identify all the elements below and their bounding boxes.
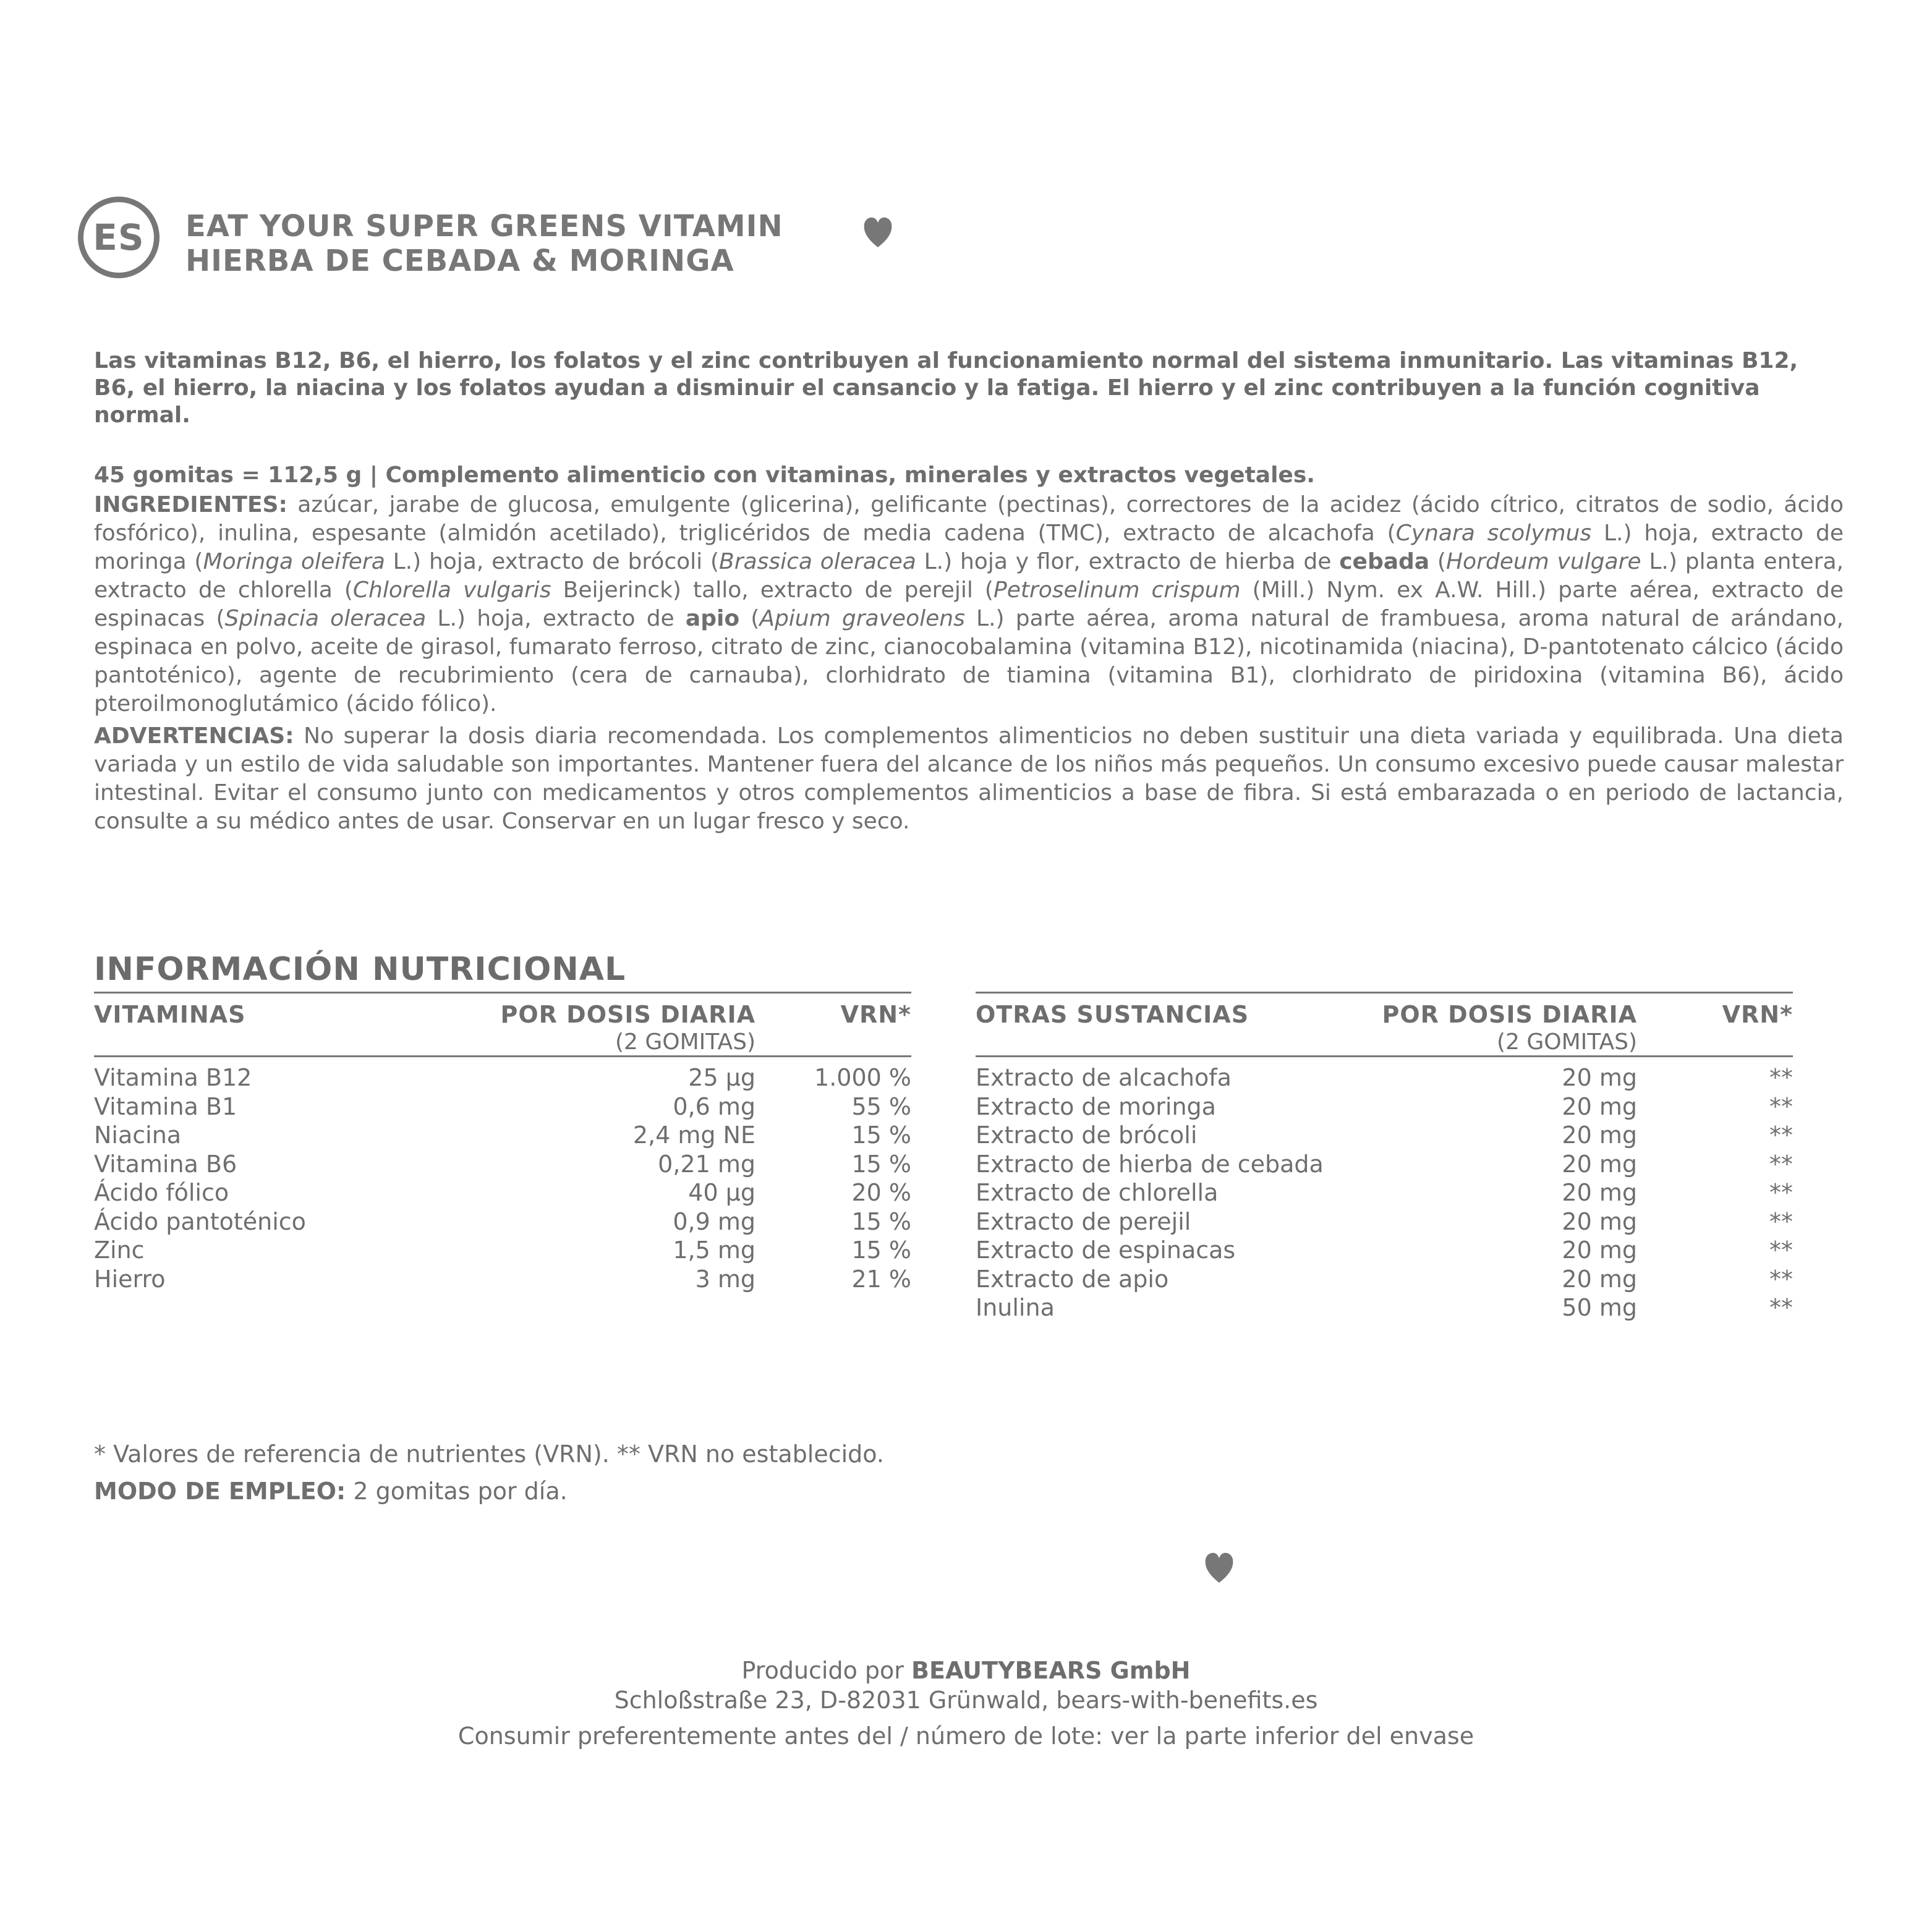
substance-dose: 20 mg [1562, 1092, 1637, 1120]
substance-dose: 20 mg [1562, 1236, 1637, 1264]
vitamin-dose: 0,21 mg [658, 1150, 755, 1178]
vitamin-name: Ácido pantoténico [94, 1207, 306, 1235]
nutrition-title: INFORMACIÓN NUTRICIONAL [94, 951, 626, 988]
botanical-name: Apium graveolens [759, 606, 965, 631]
other-col-name: OTRAS SUSTANCIAS [976, 1001, 1249, 1028]
substance-name: Extracto de chlorella [976, 1179, 1219, 1206]
ingredients-text: L.) parte aérea, aroma natural de frambuesa, aroma natural de arándano, espinaca en polvo, aceite de girasol, fumarato ferroso, citrato de zinc, cianocobalamina (vitamina B12), nicotinamida (niacina), D-pantotenato cálcico (ácido pantoténico), agente de recubrimiento (cera de carnauba), clorhidrato de tiamina (vitamina B1), clorhidrato de piridoxina (vitamina B6), ácido pteroilmonoglutámico (ácido fólico). [94, 606, 1844, 717]
substance-name: Extracto de perejil [976, 1207, 1191, 1235]
vitamin-dose: 3 mg [695, 1265, 755, 1293]
substance-row [976, 1265, 1793, 1294]
heart-icon [1203, 1549, 1235, 1584]
ingredients-text: L.) hoja, extracto de brócoli ( [385, 549, 720, 574]
warnings-text: No superar la dosis diaria recomendada. Los complementos alimenticios no deben sustituir una dieta variada y equilibrada. Una dieta variada y un estilo de vida saludable son importantes. Mantener fuera del alcance de los niños más pequeños. Un consumo excesivo puede causar malestar intestinal. Evitar el consumo junto con medicamentos y otros complementos alimenticios a base de fibra. Si está embarazada o en periodo de lactancia, consulte a su médico antes de usar. Conservar en un lugar fresco y seco. [94, 723, 1844, 834]
usage-instructions [94, 1478, 568, 1505]
substance-row [976, 1207, 1793, 1236]
vitamins-table-header [94, 992, 911, 1057]
substance-row [976, 1150, 1793, 1179]
botanical-name: Spinacia oleracea [224, 606, 427, 631]
substance-row [976, 1178, 1793, 1207]
ingredients-text: L.) planta entera, extracto de chlorella ( [94, 549, 1844, 603]
substance-dose: 20 mg [1562, 1207, 1637, 1235]
vitamin-vrn: 15 % [851, 1207, 911, 1235]
substance-vrn: ** [1769, 1236, 1793, 1264]
vitamin-name: Zinc [94, 1236, 145, 1264]
ingredients-label: INGREDIENTES: [94, 492, 287, 517]
other-col-dose: POR DOSIS DIARIA [1382, 1001, 1637, 1028]
company-name: BEAUTYBEARS GmbH [911, 1657, 1191, 1684]
vitamin-name: Hierro [94, 1265, 166, 1293]
ingredients-text: (Mill.) Nym. ex A.W. Hill.) parte aérea, extracto de espinacas ( [94, 577, 1844, 631]
substance-row [976, 1121, 1793, 1150]
substance-name: Extracto de apio [976, 1265, 1169, 1293]
vitamins-col-dose: POR DOSIS DIARIA [500, 1001, 755, 1028]
vitamin-vrn: 15 % [851, 1121, 911, 1149]
vitamin-row [94, 1092, 911, 1121]
ingredients-text: azúcar, jarabe de glucosa, emulgente (glicerina), gelificante (pectinas), correctores de la acidez (ácido cítrico, citratos de sodio, ácido fosfórico), inulina, espesante (almidón acetilado), triglicéridos de media cadena (TMC), extracto de alcachofa ( [94, 492, 1844, 546]
ingredients-text: L.) hoja, extracto de [426, 606, 686, 631]
other-substances-table [976, 992, 1793, 1322]
botanical-name: Chlorella vulgaris [352, 577, 551, 603]
producer-line [0, 1657, 1932, 1684]
vitamin-row [94, 1265, 911, 1294]
product-title-line-1: EAT YOUR SUPER GREENS VITAMIN [185, 209, 783, 244]
vitamin-vrn: 21 % [851, 1265, 911, 1293]
botanical-name: Cynara scolymus [1395, 521, 1592, 546]
substance-row [976, 1293, 1793, 1322]
ingredients-text: L.) hoja y flor, extracto de hierba de [916, 549, 1340, 574]
other-col-dose-sub: (2 GOMITAS) [1496, 1029, 1637, 1055]
substance-vrn: ** [1769, 1207, 1793, 1235]
vitamin-dose: 0,6 mg [673, 1092, 755, 1120]
warnings-label: ADVERTENCIAS: [94, 723, 294, 749]
allergen: cebada [1339, 549, 1430, 574]
vitamin-dose: 25 µg [688, 1064, 755, 1091]
vitamin-row [94, 1178, 911, 1207]
substance-dose: 20 mg [1562, 1064, 1637, 1091]
substance-vrn: ** [1769, 1064, 1793, 1091]
vitamin-vrn: 15 % [851, 1150, 911, 1178]
substance-name: Extracto de brócoli [976, 1121, 1198, 1149]
substance-vrn: ** [1769, 1121, 1793, 1149]
substance-vrn: ** [1769, 1265, 1793, 1293]
vitamin-vrn: 15 % [851, 1236, 911, 1264]
ingredients-paragraph [94, 491, 1844, 718]
vitamin-dose: 40 µg [688, 1179, 755, 1206]
other-table-header [976, 992, 1793, 1057]
package-summary: 45 gomitas = 112,5 g | Complemento alimenticio con vitaminas, minerales y extractos vegetales. [94, 462, 1315, 488]
substance-dose: 20 mg [1562, 1121, 1637, 1149]
substance-vrn: ** [1769, 1092, 1793, 1120]
vitamin-row [94, 1063, 911, 1092]
ingredients-text: ( [739, 606, 760, 631]
vitamins-col-vrn: VRN* [840, 1001, 911, 1028]
substance-row [976, 1092, 1793, 1121]
language-badge: ES [78, 197, 160, 278]
substance-row [976, 1063, 1793, 1092]
vitamin-dose: 0,9 mg [673, 1207, 755, 1235]
product-title [185, 209, 783, 278]
vitamins-rows [94, 1063, 911, 1293]
best-before-note: Consumir preferentemente antes del / número de lote: ver la parte inferior del envase [457, 1722, 1475, 1750]
substance-vrn: ** [1769, 1179, 1793, 1206]
vitamin-vrn: 55 % [851, 1092, 911, 1120]
vitamin-name: Vitamina B6 [94, 1150, 237, 1178]
product-information [94, 461, 1844, 840]
warnings-paragraph [94, 722, 1844, 836]
substance-vrn: ** [1769, 1150, 1793, 1178]
botanical-name: Hordeum vulgare [1445, 549, 1641, 574]
vrn-footnote: * Valores de referencia de nutrientes (VRN). ** VRN no establecido. [94, 1440, 884, 1468]
substance-name: Extracto de hierba de cebada [976, 1150, 1324, 1178]
health-claims: Las vitaminas B12, B6, el hierro, los folatos y el zinc contribuyen al funcionamiento normal del sistema inmunitario. Las vitaminas B12, B6, el hierro, la niacina y los folatos ayudan a disminuir el cansancio y la fatiga. El hierro y el zinc contribuyen a la función cognitiva normal. [94, 348, 1798, 428]
other-rows [976, 1063, 1793, 1322]
usage-label: MODO DE EMPLEO: [94, 1478, 346, 1505]
vitamin-name: Vitamina B1 [94, 1092, 237, 1120]
substance-name: Extracto de moringa [976, 1092, 1216, 1120]
substance-vrn: ** [1769, 1294, 1793, 1321]
vitamins-col-name: VITAMINAS [94, 1001, 246, 1028]
vitamin-name: Niacina [94, 1121, 182, 1149]
usage-text: 2 gomitas por día. [346, 1478, 568, 1505]
botanical-name: Petroselinum crispum [993, 577, 1241, 603]
vitamins-col-dose-sub: (2 GOMITAS) [615, 1029, 755, 1055]
vitamin-vrn: 20 % [851, 1179, 911, 1206]
company-address: Schloßstraße 23, D-82031 Grünwald, bears-with-benefits.es [614, 1687, 1318, 1714]
vitamin-row [94, 1121, 911, 1150]
ingredients-text: Beijerinck) tallo, extracto de perejil ( [551, 577, 994, 603]
substance-dose: 20 mg [1562, 1179, 1637, 1206]
heart-icon [862, 214, 894, 249]
substance-row [976, 1236, 1793, 1265]
substance-name: Inulina [976, 1294, 1055, 1321]
vitamin-name: Vitamina B12 [94, 1064, 252, 1091]
botanical-name: Moringa oleifera [203, 549, 385, 574]
vitamin-row [94, 1150, 911, 1179]
substance-dose: 20 mg [1562, 1150, 1637, 1178]
producer-prefix: Producido por [741, 1657, 912, 1684]
product-title-line-2: HIERBA DE CEBADA & MORINGA [185, 244, 734, 278]
other-col-vrn: VRN* [1722, 1001, 1793, 1028]
vitamin-row [94, 1236, 911, 1265]
vitamin-dose: 2,4 mg NE [632, 1121, 755, 1149]
substance-name: Extracto de alcachofa [976, 1064, 1232, 1091]
ingredients-text: ( [1429, 549, 1446, 574]
allergen: apio [685, 606, 740, 631]
substance-dose: 50 mg [1562, 1294, 1637, 1321]
ingredients-text: L.) hoja, extracto de moringa ( [94, 521, 1844, 574]
vitamin-dose: 1,5 mg [673, 1236, 755, 1264]
vitamin-vrn: 1.000 % [814, 1064, 911, 1091]
vitamin-row [94, 1207, 911, 1236]
substance-dose: 20 mg [1562, 1265, 1637, 1293]
vitamin-name: Ácido fólico [94, 1179, 229, 1206]
botanical-name: Brassica oleracea [719, 549, 916, 574]
vitamins-table [94, 992, 911, 1293]
substance-name: Extracto de espinacas [976, 1236, 1236, 1264]
